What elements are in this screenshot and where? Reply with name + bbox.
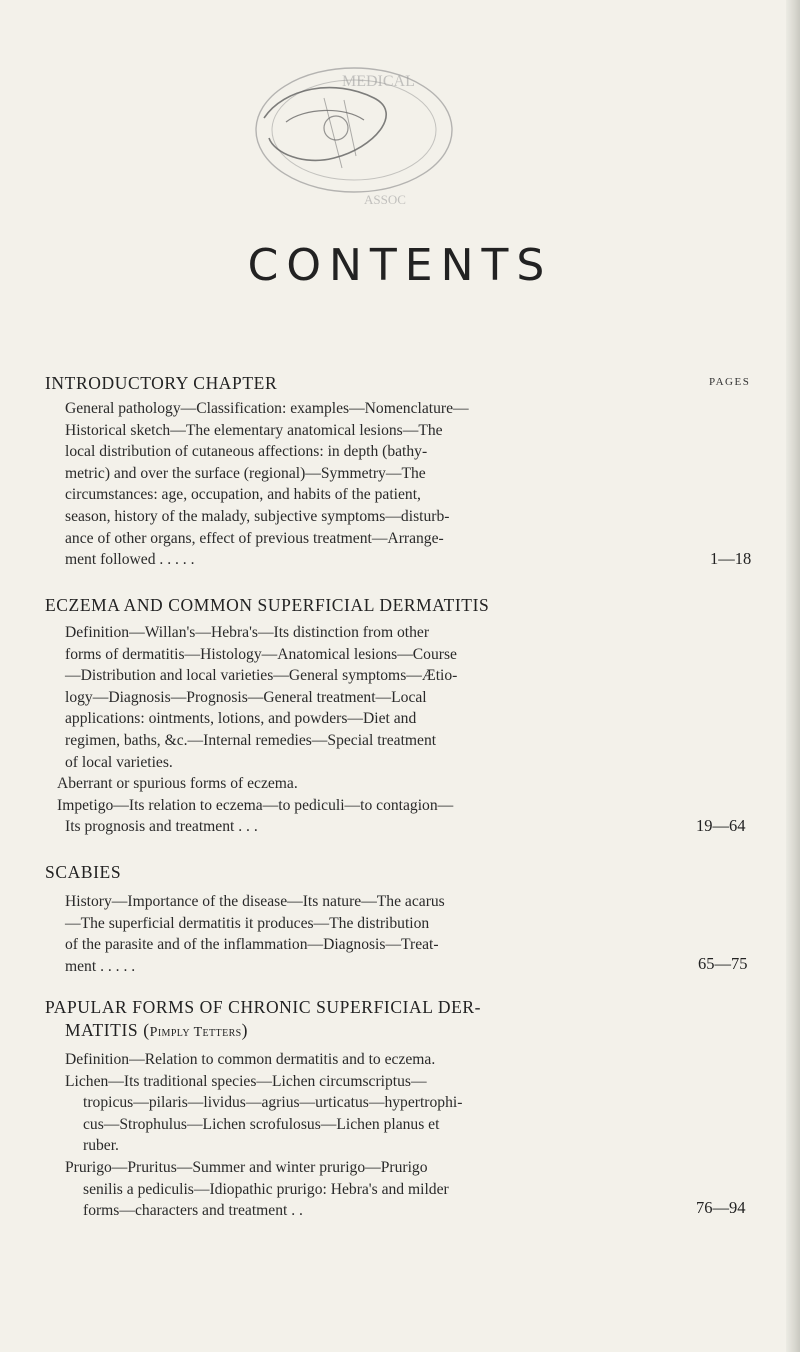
body-line: Lichen—Its traditional species—Lichen circumscriptus— xyxy=(65,1072,427,1090)
stamp-bottom-text: ASSOC xyxy=(364,192,406,207)
body-line: Historical sketch—The elementary anatomical lesions—The xyxy=(65,421,443,439)
section-heading-continued xyxy=(65,1020,248,1041)
body-line: forms of dermatitis—Histology—Anatomical lesions—Course xyxy=(65,645,457,663)
body-line: regimen, baths, &c.—Internal remedies—Special treatment xyxy=(65,731,437,749)
section-heading: PAPULAR FORMS OF CHRONIC SUPERFICIAL DER- xyxy=(45,997,482,1017)
library-stamp-icon xyxy=(224,58,484,208)
body-line: circumstances: age, occupation, and habits of the patient, xyxy=(65,486,421,504)
body-line: cus—Strophulus—Lichen scrofulosus—Lichen planus et xyxy=(83,1115,440,1133)
body-line: Impetigo—Its relation to eczema—to pediculi—to contagion— xyxy=(57,796,454,814)
body-line: senilis a pediculis—Idiopathic prurigo: Hebra's and milder xyxy=(83,1180,449,1198)
page-edge-shadow xyxy=(786,0,800,1352)
heading-subtitle: Pimply Tetters xyxy=(149,1025,242,1040)
body-line: applications: ointments, lotions, and powders—Diet and xyxy=(65,710,417,728)
body-line: ment followed . . . . . xyxy=(65,551,195,569)
body-line: metric) and over the surface (regional)—Symmetry—The xyxy=(65,464,426,482)
section-body xyxy=(65,1049,462,1222)
heading-text: MATITIS ( xyxy=(65,1020,150,1040)
section-heading: ECZEMA AND COMMON SUPERFICIAL DERMATITIS xyxy=(45,595,490,615)
section-body xyxy=(65,891,445,977)
page-range: 76—94 xyxy=(696,1198,746,1217)
heading-text-end: ) xyxy=(241,1020,249,1040)
body-line: ance of other organs, effect of previous treatment—Arrange- xyxy=(65,529,444,547)
body-line: Aberrant or spurious forms of eczema. xyxy=(57,775,298,793)
body-line: forms—characters and treatment . . xyxy=(83,1202,303,1220)
body-line: General pathology—Classification: examples—Nomenclature— xyxy=(65,400,469,417)
body-line: season, history of the malady, subjective symptoms—disturb- xyxy=(65,507,450,525)
pages-column-label: PAGES xyxy=(709,376,751,388)
page-title: CONTENTS xyxy=(247,240,553,291)
section-body xyxy=(65,398,469,571)
section-heading: SCABIES xyxy=(45,862,122,882)
page-range: 1—18 xyxy=(710,549,752,568)
body-line: tropicus—pilaris—lividus—agrius—urticatus—hypertrophi- xyxy=(83,1094,463,1112)
body-line: of local varieties. xyxy=(65,753,173,771)
stamp-top-text: MEDICAL xyxy=(342,73,415,90)
body-line: Its prognosis and treatment . . . xyxy=(65,818,258,836)
page-range: 19—64 xyxy=(696,816,746,835)
body-line: of the parasite and of the inflammation—Diagnosis—Treat- xyxy=(65,936,439,954)
body-line: History—Importance of the disease—Its nature—The acarus xyxy=(65,893,445,910)
body-line: ment . . . . . xyxy=(65,957,136,975)
body-line: Definition—Willan's—Hebra's—Its distinction from other xyxy=(65,624,430,641)
body-line: logy—Diagnosis—Prognosis—General treatment—Local xyxy=(65,688,427,706)
body-line: Prurigo—Pruritus—Summer and winter prurigo—Prurigo xyxy=(65,1158,428,1176)
body-line: local distribution of cutaneous affections: in depth (bathy- xyxy=(65,443,428,461)
page-range: 65—75 xyxy=(698,954,748,973)
body-line: —The superficial dermatitis it produces—The distribution xyxy=(65,914,430,932)
body-line: Definition—Relation to common dermatitis and to eczema. xyxy=(65,1051,436,1068)
body-line: ruber. xyxy=(83,1137,119,1155)
section-heading: INTRODUCTORY CHAPTER xyxy=(45,373,278,393)
body-line: —Distribution and local varieties—General symptoms—Ætio- xyxy=(65,667,458,685)
section-body xyxy=(57,622,458,838)
